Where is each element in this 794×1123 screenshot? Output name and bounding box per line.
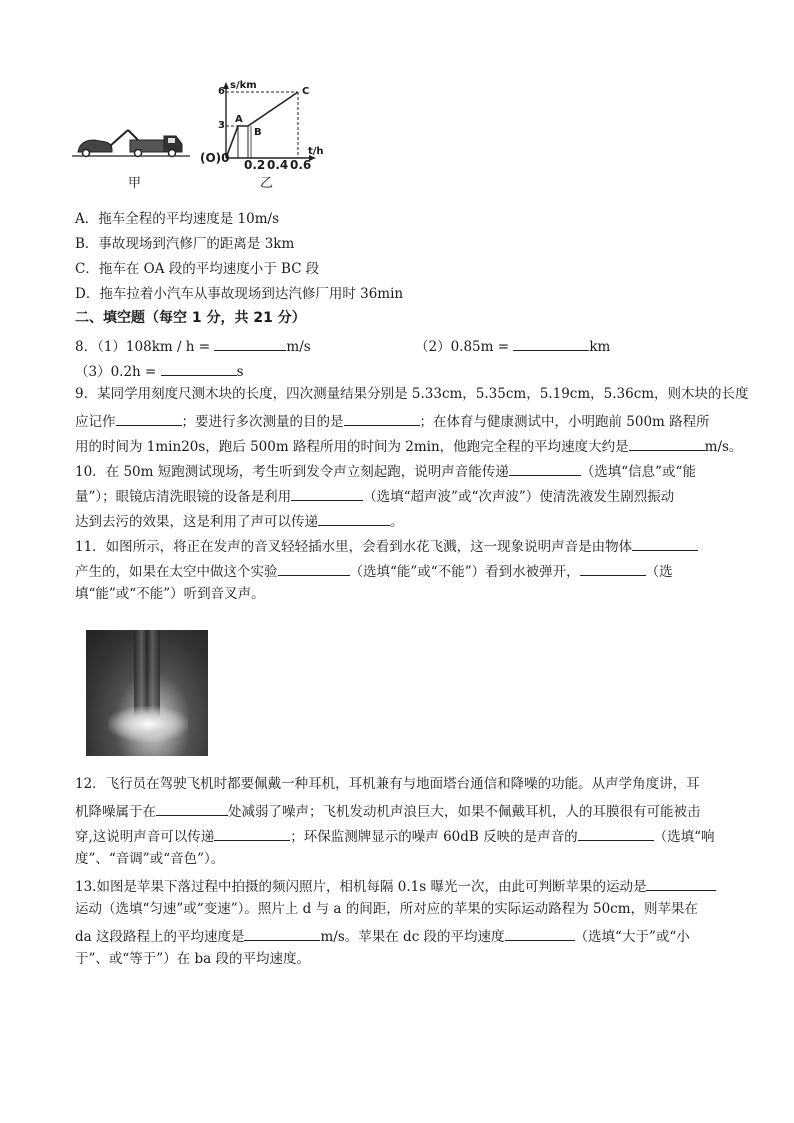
- water-splash: [108, 706, 188, 742]
- q8-line1b: [415, 335, 610, 356]
- q8-blank-1[interactable]: [214, 335, 286, 351]
- q10-l3b: 。: [390, 514, 404, 530]
- q11-l2c: （选: [645, 564, 673, 580]
- q12-blank-1[interactable]: [156, 800, 228, 816]
- q12-l3b: ；环保监测牌显示的噪声 60dB 反映的是声音的: [290, 829, 578, 845]
- q11-line3: 填“能”或“不能”）听到音叉声。: [75, 586, 265, 602]
- q8-p1: 8．（1）108km / h =: [75, 339, 211, 355]
- point-label-a: A: [235, 114, 243, 125]
- q11-blank-2[interactable]: [278, 560, 350, 576]
- q11-blank-1[interactable]: [632, 535, 698, 551]
- section-title: 二、填空题（每空 1 分，共 21 分）: [75, 310, 306, 326]
- q9-l2a: 应记作: [75, 414, 116, 430]
- q10-l2a: 量”）；眼镜店清洗眼镜的设备是利用: [75, 489, 292, 505]
- figure-yi-label: 乙: [260, 176, 274, 191]
- option-b: B．事故现场到汽修厂的距离是 3km: [75, 236, 295, 252]
- tuning-fork-photo: [86, 630, 208, 756]
- q10-blank-2[interactable]: [291, 485, 363, 501]
- q13-l3c: （选填“大于”或“小: [574, 929, 690, 945]
- q12-l2b: 处减弱了噪声；飞机发动机声浪巨大，如果不佩戴耳机，人的耳膜很有可能被击: [228, 804, 701, 820]
- q10-line2: [75, 485, 674, 506]
- q9-l2c: ；在体育与健康测试中，小明跑前 500m 路程所: [419, 414, 710, 430]
- q8-p2: （2）0.85m =: [415, 339, 510, 355]
- figure-jia-label: 甲: [128, 176, 142, 191]
- point-label-b: B: [254, 127, 262, 138]
- q12-l3a: 穿,这说明声音可以传递: [75, 829, 215, 845]
- q13-line2: 运动（选填“匀速”或“变速”）。照片上 d 与 a 的间距，所对应的苹果的实际运动路程为 50cm，则苹果在: [75, 901, 699, 917]
- q13-l3a: da 这段路程上的平均速度是: [75, 929, 245, 945]
- q12-blank-3[interactable]: [578, 825, 654, 841]
- q11-line1: [75, 535, 698, 556]
- tow-truck-figure: [72, 118, 192, 162]
- q10-line1: [75, 460, 696, 481]
- q11-line2: [75, 560, 673, 581]
- y-axis-label: s/km: [230, 80, 257, 91]
- option-c: C．拖车在 OA 段的平均速度小于 BC 段: [75, 261, 320, 277]
- q12-line1: 12．飞行员在驾驶飞机时都要佩戴一种耳机，耳机兼有与地面塔台通信和降噪的功能。从声学角度讲，耳: [75, 776, 700, 792]
- q13-l3b: m/s。苹果在 dc 段的平均速度: [320, 929, 505, 945]
- q9-blank-1[interactable]: [116, 410, 182, 426]
- y-tick-3: 3: [218, 120, 225, 131]
- option-a: A．拖车全程的平均速度是 10m/s: [75, 211, 279, 227]
- q8-line2: [75, 360, 244, 381]
- origin-label: (O)0: [200, 151, 230, 165]
- y-tick-6: 6: [218, 86, 225, 97]
- q8-blank-3[interactable]: [161, 360, 237, 376]
- q9-line3: [75, 435, 742, 456]
- q12-line2: [75, 800, 701, 821]
- x-tick-04: 0.4: [267, 158, 289, 172]
- q10-l1a: 10．在 50m 短跑测试现场，考生听到发令声立刻起跑，说明声音能传递: [75, 464, 509, 480]
- q13-line4: 于”、或“等于”）在 ba 段的平均速度。: [75, 951, 310, 967]
- q10-l3a: 达到去污的效果，这是利用了声可以传递: [75, 514, 318, 530]
- q11-l1: 11．如图所示，将正在发声的音叉轻轻插水里，会看到水花飞溅，这一现象说明声音是由物体: [75, 539, 633, 555]
- q9-l3a: 用的时间为 1min20s，跑后 500m 路程所用的时间为 2min，他跑完全程的平均速度大约是: [75, 439, 629, 455]
- tow-truck-drawing: [72, 118, 192, 162]
- q13-line1: [75, 875, 716, 896]
- q13-blank-2[interactable]: [244, 925, 320, 941]
- q9-l2b: ；要进行多次测量的目的是: [181, 414, 344, 430]
- q12-l3c: （选填“响: [653, 829, 715, 845]
- q11-l2b: （选填“能”或“不能”）看到水被弹开，: [349, 564, 580, 580]
- q8-p2-unit: km: [589, 339, 611, 355]
- q13-line3: [75, 925, 690, 946]
- q10-line3: [75, 510, 404, 531]
- q13-l1a: 13.如图是苹果下落过程中拍摄的频闪照片，相机每隔 0.1s 曝光一次，由此可判断苹果的运动是: [75, 879, 647, 895]
- q12-line4: 度”、“音调”或“音色”）。: [75, 851, 225, 867]
- q10-l1b: （选填“信息”或“能: [580, 464, 696, 480]
- q9-blank-2[interactable]: [344, 410, 420, 426]
- q9-l3b: m/s。: [704, 439, 743, 455]
- st-line: [226, 92, 298, 158]
- q12-line3: [75, 825, 715, 846]
- x-axis-label: t/h: [308, 146, 324, 157]
- q12-l2a: 机降噪属于在: [75, 804, 156, 820]
- q10-l2b: （选填“超声波”或“次声波”）使清洗液发生剧烈振动: [363, 489, 675, 505]
- q8-p3: （3）0.2h =: [75, 364, 157, 380]
- q9-line1: 9．某同学用刻度尺测木块的长度，四次测量结果分别是 5.33cm，5.35cm，5.19cm，5.36cm，则木块的长度: [75, 386, 749, 402]
- option-d: D．拖车拉着小汽车从事故现场到达汽修厂用时 36min: [75, 286, 404, 302]
- q10-blank-3[interactable]: [318, 510, 390, 526]
- q9-line2: [75, 410, 710, 431]
- q12-blank-2[interactable]: [214, 825, 290, 841]
- q8-line1: [75, 335, 311, 356]
- q9-blank-3[interactable]: [629, 435, 705, 451]
- q11-blank-3[interactable]: [580, 560, 646, 576]
- q8-p1-unit: m/s: [286, 339, 311, 355]
- q13-blank-1[interactable]: [646, 875, 716, 891]
- point-label-c: C: [302, 86, 310, 97]
- q13-blank-3[interactable]: [505, 925, 575, 941]
- q10-blank-1[interactable]: [509, 460, 581, 476]
- q11-l2a: 产生的，如果在太空中做这个实验: [75, 564, 278, 580]
- q8-blank-2[interactable]: [513, 335, 589, 351]
- x-tick-06: 0.6: [290, 158, 312, 172]
- q8-p3-unit: s: [236, 364, 244, 380]
- x-tick-02: 0.2: [244, 158, 266, 172]
